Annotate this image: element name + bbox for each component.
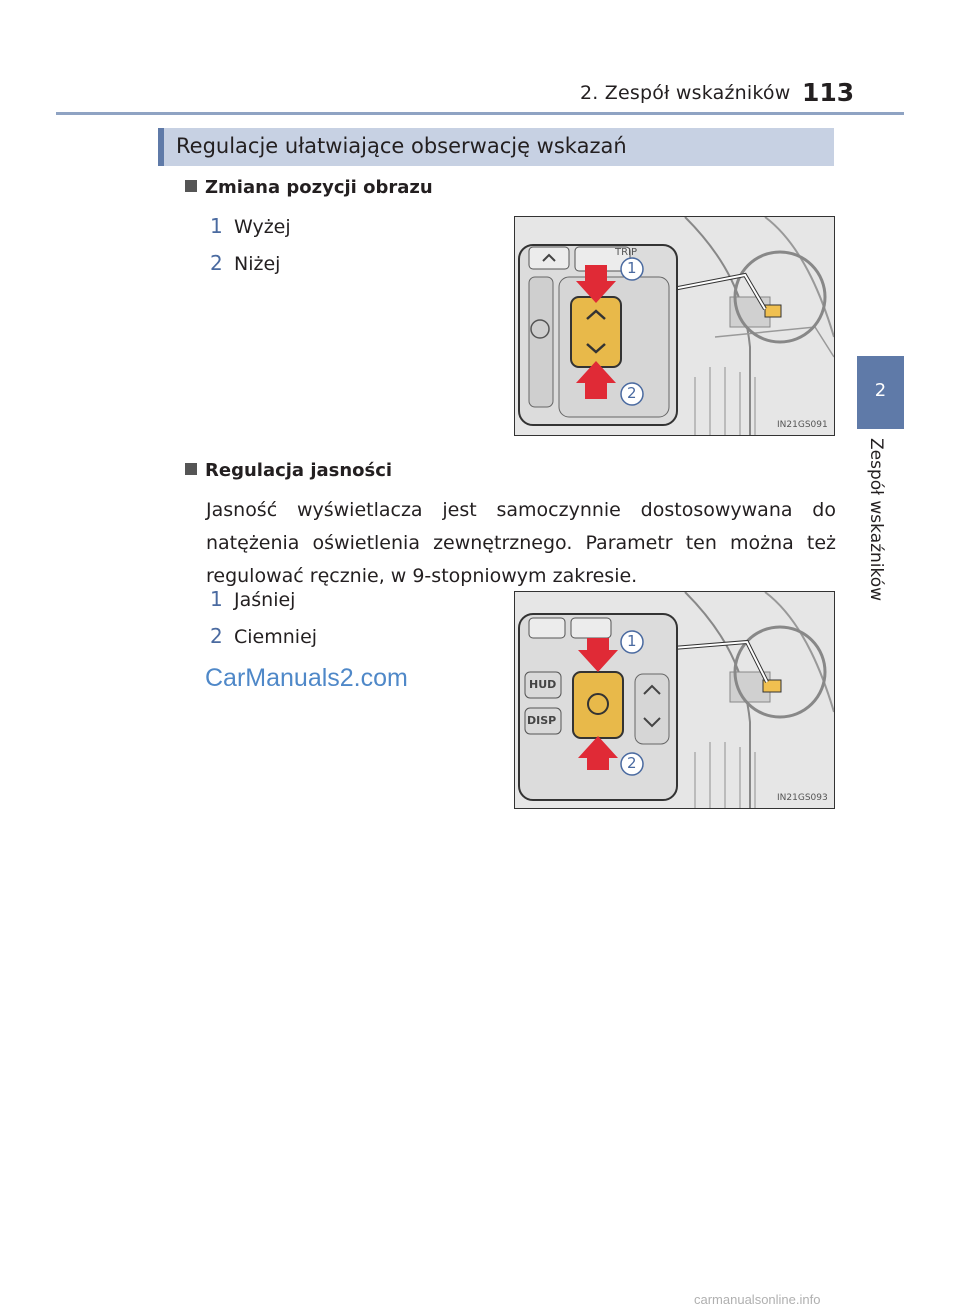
figure-code: IN21GS093 xyxy=(777,793,828,803)
steering-switch-illustration xyxy=(515,592,834,808)
figure-callout-2: 2 xyxy=(627,384,637,402)
chapter-header: 2. Zespół wskaźników xyxy=(580,82,791,104)
subheading-text: Zmiana pozycji obrazu xyxy=(205,177,433,198)
section-accent xyxy=(158,128,164,166)
header-rule xyxy=(56,112,904,115)
figure-callout-2: 2 xyxy=(627,754,637,772)
chapter-side-tab[interactable] xyxy=(857,356,904,429)
figure-code: IN21GS091 xyxy=(777,420,828,430)
list-item xyxy=(210,587,295,611)
list-item xyxy=(210,214,291,238)
item-label: Ciemniej xyxy=(234,626,318,648)
figure-callout-1: 1 xyxy=(627,259,637,277)
disp-key-label: DISP xyxy=(527,714,557,727)
list-item xyxy=(210,251,280,275)
steering-switch-illustration xyxy=(515,217,834,435)
watermark-text: CarManuals2.com xyxy=(205,664,408,692)
illustration-brightness xyxy=(514,591,835,809)
item-label: Wyżej xyxy=(234,216,291,238)
item-number: 2 xyxy=(210,624,223,648)
list-item xyxy=(210,624,317,648)
section-title-bar xyxy=(158,128,834,166)
section-title: Regulacje ułatwiające obserwację wskazań xyxy=(176,134,627,158)
subheading-text: Regulacja jasności xyxy=(205,460,393,481)
figure-callout-1: 1 xyxy=(627,632,637,650)
bullet-square-icon xyxy=(185,463,197,475)
side-tab-label: Zespół wskaźników xyxy=(866,438,886,602)
subheading-brightness xyxy=(185,460,392,481)
side-tab-label-wrap xyxy=(858,438,898,613)
footer-watermark: carmanualsonline.info xyxy=(694,1292,821,1307)
item-number: 1 xyxy=(210,587,223,611)
item-label: Niżej xyxy=(234,253,281,275)
bullet-square-icon xyxy=(185,180,197,192)
page-number: 113 xyxy=(802,78,855,107)
item-number: 2 xyxy=(210,251,223,275)
brightness-description: Jasność wyświetlacza jest samoczynnie dostosowywana do natężenia oświetlenia zewnętrznego. Parametr ten można też regulować ręcznie, w 9-stopniowym zakresie. xyxy=(206,499,836,587)
illustration-image-position xyxy=(514,216,835,436)
trip-key-label: TRIP xyxy=(615,247,638,258)
side-tab-number: 2 xyxy=(874,380,887,401)
item-label: Jaśniej xyxy=(234,589,296,611)
subheading-image-position xyxy=(185,177,433,198)
hud-key-label: HUD xyxy=(529,678,557,691)
item-number: 1 xyxy=(210,214,223,238)
